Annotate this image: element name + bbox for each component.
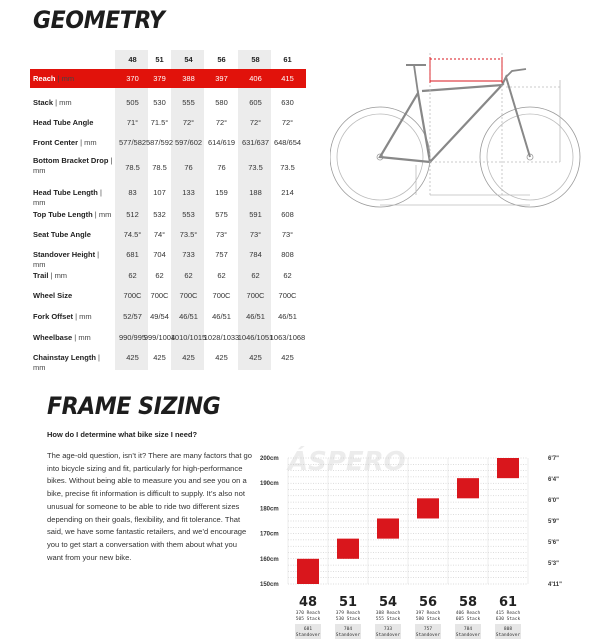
geometry-cell: 587/592 <box>145 138 174 147</box>
geometry-row-label <box>33 291 113 301</box>
geometry-cell: 49/54 <box>150 312 169 321</box>
geometry-cell: 388 <box>182 74 195 83</box>
size-header: 51 <box>155 55 164 64</box>
geometry-cell: 553 <box>182 210 195 219</box>
size-label: 56 <box>418 595 438 610</box>
geometry-cell: 71° <box>126 118 139 127</box>
geometry-cell: 530 <box>153 98 166 107</box>
geometry-cell: 214 <box>281 188 294 197</box>
geometry-row-label: Top Tube Length | mm <box>33 210 112 219</box>
geometry-cell: 73.5 <box>280 163 295 172</box>
geometry-cell: 76 <box>217 163 226 172</box>
left-tick-label: 190cm <box>260 481 279 488</box>
geometry-cell: 999/1004 <box>143 333 176 342</box>
geometry-cell: 990/995 <box>118 333 147 342</box>
size-range-bar <box>417 498 439 518</box>
standover-value: 681 <box>303 627 313 632</box>
geometry-cell: 630 <box>281 98 294 107</box>
reach-indicator <box>430 57 502 83</box>
geometry-row-label: Reach | mm <box>33 74 75 83</box>
row-unit: mm <box>59 98 72 107</box>
geometry-cell: 757 <box>215 250 228 259</box>
geometry-cell: 397 <box>215 74 228 83</box>
geometry-cell: 704 <box>153 250 166 259</box>
geometry-row-label: Bottom Bracket Drop | mm <box>33 156 113 175</box>
row-label-text: Head Tube Length <box>33 188 98 197</box>
geometry-cell: 62 <box>217 271 226 280</box>
frame-sizing-title: FRAME SIZING <box>47 392 221 420</box>
standover-label: Standover <box>375 633 401 638</box>
geometry-row <box>30 93 306 113</box>
left-tick-label: 160cm <box>260 556 279 563</box>
standover-value: 757 <box>423 627 433 632</box>
geometry-row <box>30 69 306 88</box>
row-unit: mm <box>84 138 97 147</box>
geometry-cell: 512 <box>126 210 139 219</box>
geometry-cell: 425 <box>182 353 195 362</box>
geometry-cell: 74.5° <box>123 230 142 239</box>
geometry-cell: 72° <box>281 118 294 127</box>
right-tick-label: 6'7" <box>548 456 559 462</box>
geometry-cell: 370 <box>126 74 139 83</box>
geometry-row <box>30 286 306 306</box>
size-range-bar <box>497 458 519 478</box>
geometry-cell: 107 <box>153 188 166 197</box>
size-stack: 580 Stack <box>415 617 441 622</box>
geometry-cell: 46/51 <box>179 312 198 321</box>
geometry-cell: 1046/1051 <box>237 333 274 342</box>
size-range-bar <box>337 539 359 559</box>
geometry-row-label: Chainstay Length | mm <box>33 353 100 372</box>
size-reach: 397 Reach <box>415 611 441 616</box>
size-header: 54 <box>184 55 193 64</box>
geometry-cell: 631/637 <box>241 138 270 147</box>
geometry-row-label <box>33 230 113 240</box>
geometry-cell: 784 <box>249 250 262 259</box>
geometry-cell: 62 <box>283 271 292 280</box>
standover-label: Standover <box>415 633 441 638</box>
geometry-cell: 700C <box>179 291 198 300</box>
geometry-cell: 46/51 <box>212 312 231 321</box>
row-label-text: Chainstay Length <box>33 353 96 362</box>
size-chart <box>258 440 600 644</box>
geometry-cell: 78.5 <box>125 163 140 172</box>
geometry-row <box>30 225 306 245</box>
geometry-cell: 76 <box>184 163 193 172</box>
size-label: 58 <box>458 595 478 610</box>
row-label-text: Reach <box>33 74 56 83</box>
geometry-cell: 379 <box>153 74 166 83</box>
geometry-cell: 505 <box>126 98 139 107</box>
geometry-cell: 700C <box>212 291 231 300</box>
geometry-cell: 71.5° <box>150 118 169 127</box>
size-stack: 555 Stack <box>375 617 401 622</box>
geometry-row-label: Stack | mm <box>33 98 72 107</box>
standover-label: Standover <box>455 633 481 638</box>
geometry-cell: 1028/1033 <box>203 333 240 342</box>
row-unit: mm <box>78 333 91 342</box>
bike-geometry-diagram <box>330 45 600 235</box>
geometry-cell: 605 <box>249 98 262 107</box>
standover-label: Standover <box>295 633 321 638</box>
geometry-cell: 72° <box>182 118 195 127</box>
row-label-text: Head Tube Angle <box>33 118 94 127</box>
size-label: 54 <box>378 595 398 610</box>
geometry-cell: 608 <box>281 210 294 219</box>
geometry-cell: 72° <box>215 118 228 127</box>
size-label: 51 <box>338 595 358 610</box>
geometry-row <box>30 307 306 327</box>
row-unit: mm <box>33 198 46 207</box>
geometry-row <box>30 328 306 348</box>
geometry-cell: 83 <box>128 188 137 197</box>
geometry-row-label: Standover Height | mm <box>33 250 100 269</box>
geometry-title: GEOMETRY <box>33 6 165 34</box>
right-tick-label: 5'9" <box>548 519 559 525</box>
geometry-cell: 700C <box>278 291 297 300</box>
geometry-cell: 591 <box>249 210 262 219</box>
standover-value: 704 <box>343 627 353 632</box>
geometry-cell: 1063/1068 <box>269 333 306 342</box>
geometry-cell: 648/654 <box>273 138 302 147</box>
geometry-cell: 425 <box>215 353 228 362</box>
left-tick-label: 170cm <box>260 531 279 538</box>
geometry-cell: 46/51 <box>246 312 265 321</box>
size-header: 56 <box>217 55 226 64</box>
geometry-cell: 62 <box>184 271 193 280</box>
geometry-cell: 188 <box>249 188 262 197</box>
geometry-cell: 73° <box>249 230 262 239</box>
size-reach: 370 Reach <box>295 611 321 616</box>
left-tick-label: 180cm <box>260 506 279 513</box>
geometry-row <box>30 245 306 269</box>
standover-value: 784 <box>463 627 473 632</box>
geometry-cell: 62 <box>128 271 137 280</box>
row-label-text: Standover Height <box>33 250 96 259</box>
size-reach: 415 Reach <box>495 611 521 616</box>
left-tick-label: 150cm <box>260 582 279 588</box>
geometry-row <box>30 133 306 153</box>
geometry-cell: 425 <box>126 353 139 362</box>
size-header: 48 <box>128 55 137 64</box>
geometry-row-label: Front Center | mm <box>33 138 97 147</box>
size-range-bar <box>297 559 319 584</box>
geometry-cell: 425 <box>249 353 262 362</box>
geometry-cell: 406 <box>249 74 262 83</box>
geometry-cell: 133 <box>182 188 195 197</box>
geometry-cell: 700C <box>123 291 142 300</box>
size-label: 48 <box>298 595 318 610</box>
left-tick-label: 200cm <box>260 456 279 462</box>
geometry-cell: 425 <box>281 353 294 362</box>
geometry-cell: 46/51 <box>278 312 297 321</box>
geometry-row <box>30 348 306 372</box>
bike-illustration <box>330 45 600 235</box>
size-reach: 388 Reach <box>375 611 401 616</box>
size-stack: 630 Stack <box>495 617 521 622</box>
geometry-row <box>30 113 306 133</box>
standover-label: Standover <box>335 633 361 638</box>
geometry-cell: 597/602 <box>174 138 203 147</box>
geometry-cell: 577/582 <box>118 138 147 147</box>
geometry-cell: 575 <box>215 210 228 219</box>
geometry-cell: 74° <box>153 230 166 239</box>
row-label-text: Top Tube Length <box>33 210 93 219</box>
size-header: 61 <box>283 55 292 64</box>
geometry-cell: 614/619 <box>207 138 236 147</box>
geometry-cell: 532 <box>153 210 166 219</box>
geometry-cell: 415 <box>281 74 294 83</box>
row-label-text: Seat Tube Angle <box>33 230 91 239</box>
geometry-cell: 580 <box>215 98 228 107</box>
geometry-row-label <box>33 118 113 128</box>
row-label-text: Stack <box>33 98 54 107</box>
right-tick-label: 6'0" <box>548 498 559 504</box>
size-range-bar <box>377 518 399 538</box>
row-label-text: Fork Offset <box>33 312 74 321</box>
row-unit: mm <box>54 271 68 280</box>
size-header: 58 <box>251 55 260 64</box>
geometry-cell: 62 <box>251 271 260 280</box>
row-unit: mm <box>33 166 46 175</box>
size-stack: 530 Stack <box>335 617 361 622</box>
row-unit: mm <box>79 312 92 321</box>
size-chart-svg <box>258 440 600 644</box>
geometry-cell: 808 <box>281 250 294 259</box>
geometry-cell: 62 <box>155 271 164 280</box>
sizing-paragraph: The age-old question, isn’t it? There are many factors that go into bicycle sizing and fit, particularly for high-performance bikes. Without being able to measure you and see you on a bike, precise fit information is difficult to supply. It’s also not unusual for someone to be able to ride two different sizes depending on their goals, flexibility, and fit tolerance. That said, we have some fantastic retailers, and we’d encourage you to get start a conversation with them about what you want from your new bike. <box>47 451 253 562</box>
right-tick-label: 4'11" <box>548 582 562 588</box>
geometry-cell: 73.5° <box>179 230 198 239</box>
size-stack: 505 Stack <box>295 617 321 622</box>
standover-label: Standover <box>495 633 521 638</box>
geometry-row <box>30 205 306 225</box>
size-label: 61 <box>498 595 518 610</box>
row-unit: mm <box>33 363 46 372</box>
geometry-row-label: Trail | mm <box>33 271 68 280</box>
geometry-cell: 681 <box>126 250 139 259</box>
geometry-row <box>30 183 306 207</box>
right-tick-label: 6'4" <box>548 477 559 483</box>
geometry-row-label: Fork Offset | mm <box>33 312 92 321</box>
size-reach: 406 Reach <box>455 611 481 616</box>
geometry-cell: 72° <box>249 118 262 127</box>
geometry-cell: 425 <box>153 353 166 362</box>
row-unit: mm <box>98 210 112 219</box>
size-stack: 605 Stack <box>455 617 481 622</box>
geometry-cell: 555 <box>182 98 195 107</box>
standover-value: 733 <box>383 627 393 632</box>
row-unit: mm <box>61 74 75 83</box>
size-range-bar <box>457 478 479 498</box>
geometry-cell: 73° <box>215 230 228 239</box>
row-label-text: Trail <box>33 271 49 280</box>
row-label-text: Wheel Size <box>33 291 73 300</box>
geometry-row-label: Wheelbase | mm <box>33 333 91 342</box>
right-tick-label: 5'6" <box>548 540 559 546</box>
chart-watermark: ÁSPERO <box>288 447 406 477</box>
geometry-cell: 700C <box>150 291 169 300</box>
standover-value: 808 <box>503 627 513 632</box>
geometry-row <box>30 154 306 182</box>
row-label-text: Bottom Bracket Drop <box>33 156 109 165</box>
row-label-text: Wheelbase <box>33 333 73 342</box>
row-unit: mm <box>33 260 46 269</box>
row-label-text: Front Center <box>33 138 78 147</box>
geometry-cell: 73° <box>281 230 294 239</box>
right-tick-label: 5'3" <box>548 561 559 567</box>
geometry-cell: 1010/1015 <box>170 333 207 342</box>
sizing-question: How do I determine what bike size I need? <box>47 430 198 439</box>
geometry-cell: 52/57 <box>123 312 142 321</box>
geometry-cell: 700C <box>246 291 265 300</box>
geometry-cell: 73.5 <box>248 163 263 172</box>
geometry-row-label: Head Tube Length | mm <box>33 188 102 207</box>
geometry-row <box>30 266 306 286</box>
geometry-cell: 733 <box>182 250 195 259</box>
geometry-cell: 78.5 <box>152 163 167 172</box>
size-reach: 379 Reach <box>335 611 361 616</box>
geometry-cell: 159 <box>215 188 228 197</box>
